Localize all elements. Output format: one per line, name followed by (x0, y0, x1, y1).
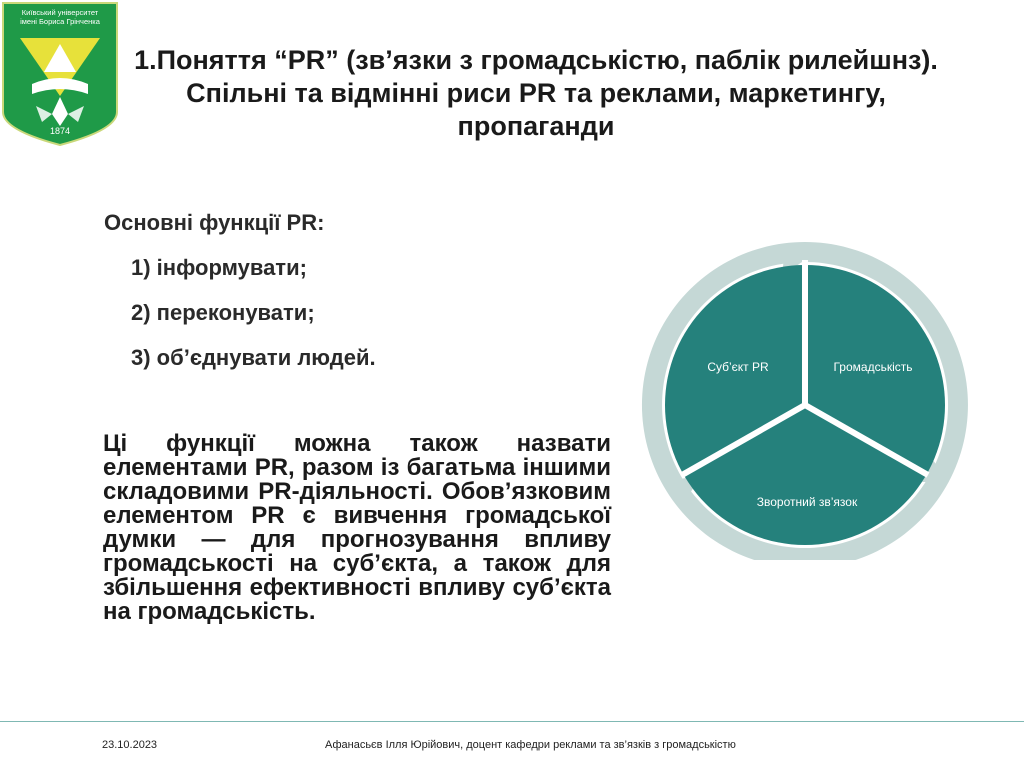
cycle-segment-public: Громадськість (833, 360, 913, 374)
function-item: 2) переконувати; (131, 300, 315, 325)
footer-author: Афанасьєв Ілля Юрійович, доцент кафедри реклами та зв’язків з громадськістю (325, 739, 736, 751)
body-paragraph: Ці функції можна також назвати елементами PR, разом із багатьма іншими складовими PR-діяльності. Обов’язковим елементом PR є вивчення громадської думки — для прогнозування впливу громадськості на суб’єкта, а також для збільшення ефективності впливу суб’єкта на громадськість. (103, 430, 611, 625)
footer-divider (0, 721, 1024, 722)
functions-block (104, 210, 376, 390)
slide-title: 1.Поняття “PR” (зв’язки з громадськістю, паблік рилейшнз). Спільні та відмінні риси PR та реклами, маркетингу, пропаганди (134, 45, 938, 141)
university-logo (2, 2, 118, 146)
function-item: 3) об’єднувати людей. (131, 345, 376, 370)
logo-year: 1874 (49, 126, 71, 136)
functions-heading: Основні функції PR: (104, 210, 325, 235)
logo-text-line2: імені Бориса Грінченка (20, 17, 100, 26)
cycle-segment-feedback: Зворотний зв’язок (756, 495, 858, 509)
function-item: 1) інформувати; (131, 255, 307, 280)
footer-date: 23.10.2023 (102, 739, 158, 751)
cycle-diagram (630, 230, 980, 565)
logo-text-line1: Київський університет (21, 8, 99, 17)
cycle-segment-subject: Суб’єкт PR (707, 360, 769, 374)
